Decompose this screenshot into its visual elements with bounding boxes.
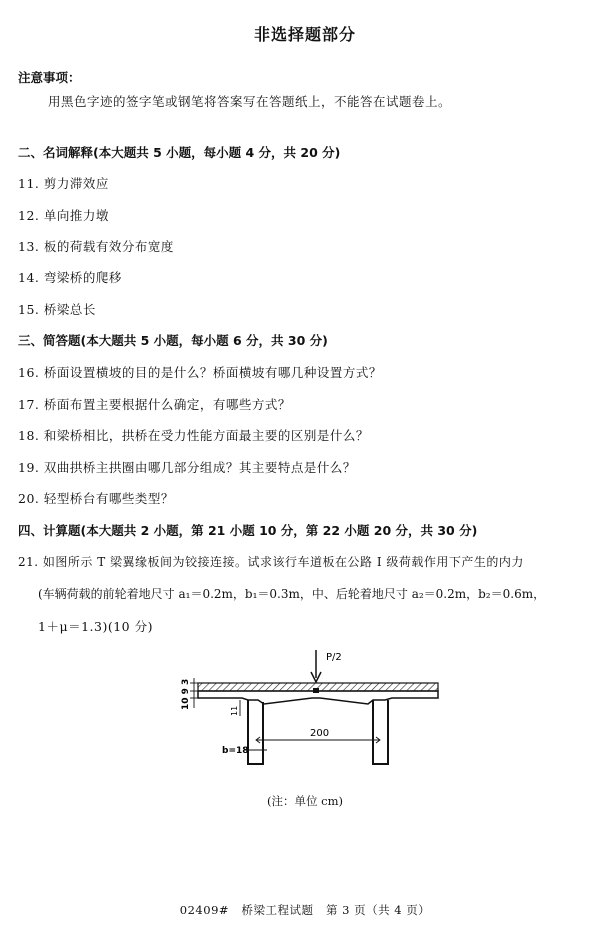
notice-text: 用黑色字迹的签字笔或钢笔将答案写在答题纸上，不能答在试题卷上。 <box>48 94 452 109</box>
question-19: 19. 双曲拱桥主拱圈由哪几部分组成？其主要特点是什么？ <box>18 460 356 475</box>
question-18: 18. 和梁桥相比，拱桥在受力性能方面最主要的区别是什么？ <box>18 428 369 443</box>
question-21-line1: 21. 如图所示 T 梁翼缘板间为铰接连接。试求该行车道板在公路 Ⅰ 级荷载作用下产生的内力 <box>18 555 524 569</box>
question-13: 13. 板的荷载有效分布宽度 <box>18 239 174 254</box>
section-heading-short-answer: 三、简答题(本大题共 5 小题，每小题 6 分，共 30 分) <box>18 333 328 348</box>
load-label: P/2 <box>326 652 342 663</box>
question-11: 11. 剪力滞效应 <box>18 176 109 191</box>
section-heading-terms: 二、名词解释(本大题共 5 小题，每小题 4 分，共 20 分) <box>18 145 341 160</box>
question-17: 17. 桥面布置主要根据什么确定，有哪些方式？ <box>18 397 291 412</box>
question-15: 15. 桥梁总长 <box>18 302 96 317</box>
question-21-line2: (车辆荷载的前轮着地尺寸 a₁＝0.2m，b₁＝0.3m，中、后轮着地尺寸 a₂＝0.2m，b₂＝0.6m， <box>38 587 546 601</box>
question-21-line3: 1＋μ＝1.3)(10 分) <box>38 619 153 634</box>
question-12: 12. 单向推力墩 <box>18 208 109 223</box>
question-20: 20. 轻型桥台有哪些类型？ <box>18 491 174 506</box>
flange-dimension-label: 11 <box>230 705 239 716</box>
section-heading-calculation: 四、计算题(本大题共 2 小题，第 21 小题 10 分，第 22 小题 20 分，共 30 分) <box>18 523 478 538</box>
figure-caption: (注：单位 cm) <box>267 794 343 808</box>
question-14: 14. 弯梁桥的爬移 <box>18 270 122 285</box>
span-label: 200 <box>310 728 330 739</box>
question-16: 16. 桥面设置横坡的目的是什么？桥面横坡有哪几种设置方式？ <box>18 365 382 380</box>
right-web <box>373 700 388 764</box>
hinge-joint <box>313 688 319 693</box>
page-footer: 02409# 桥梁工程试题 第 3 页（共 4 页） <box>179 903 431 917</box>
web-width-label: b=18 <box>222 746 249 756</box>
left-web <box>248 700 263 764</box>
t-beam-figure <box>160 640 450 790</box>
left-dimensions-label: 10 9 3 <box>181 678 191 710</box>
notice-label: 注意事项： <box>18 70 81 85</box>
page-title: 非选择题部分 <box>253 25 356 44</box>
